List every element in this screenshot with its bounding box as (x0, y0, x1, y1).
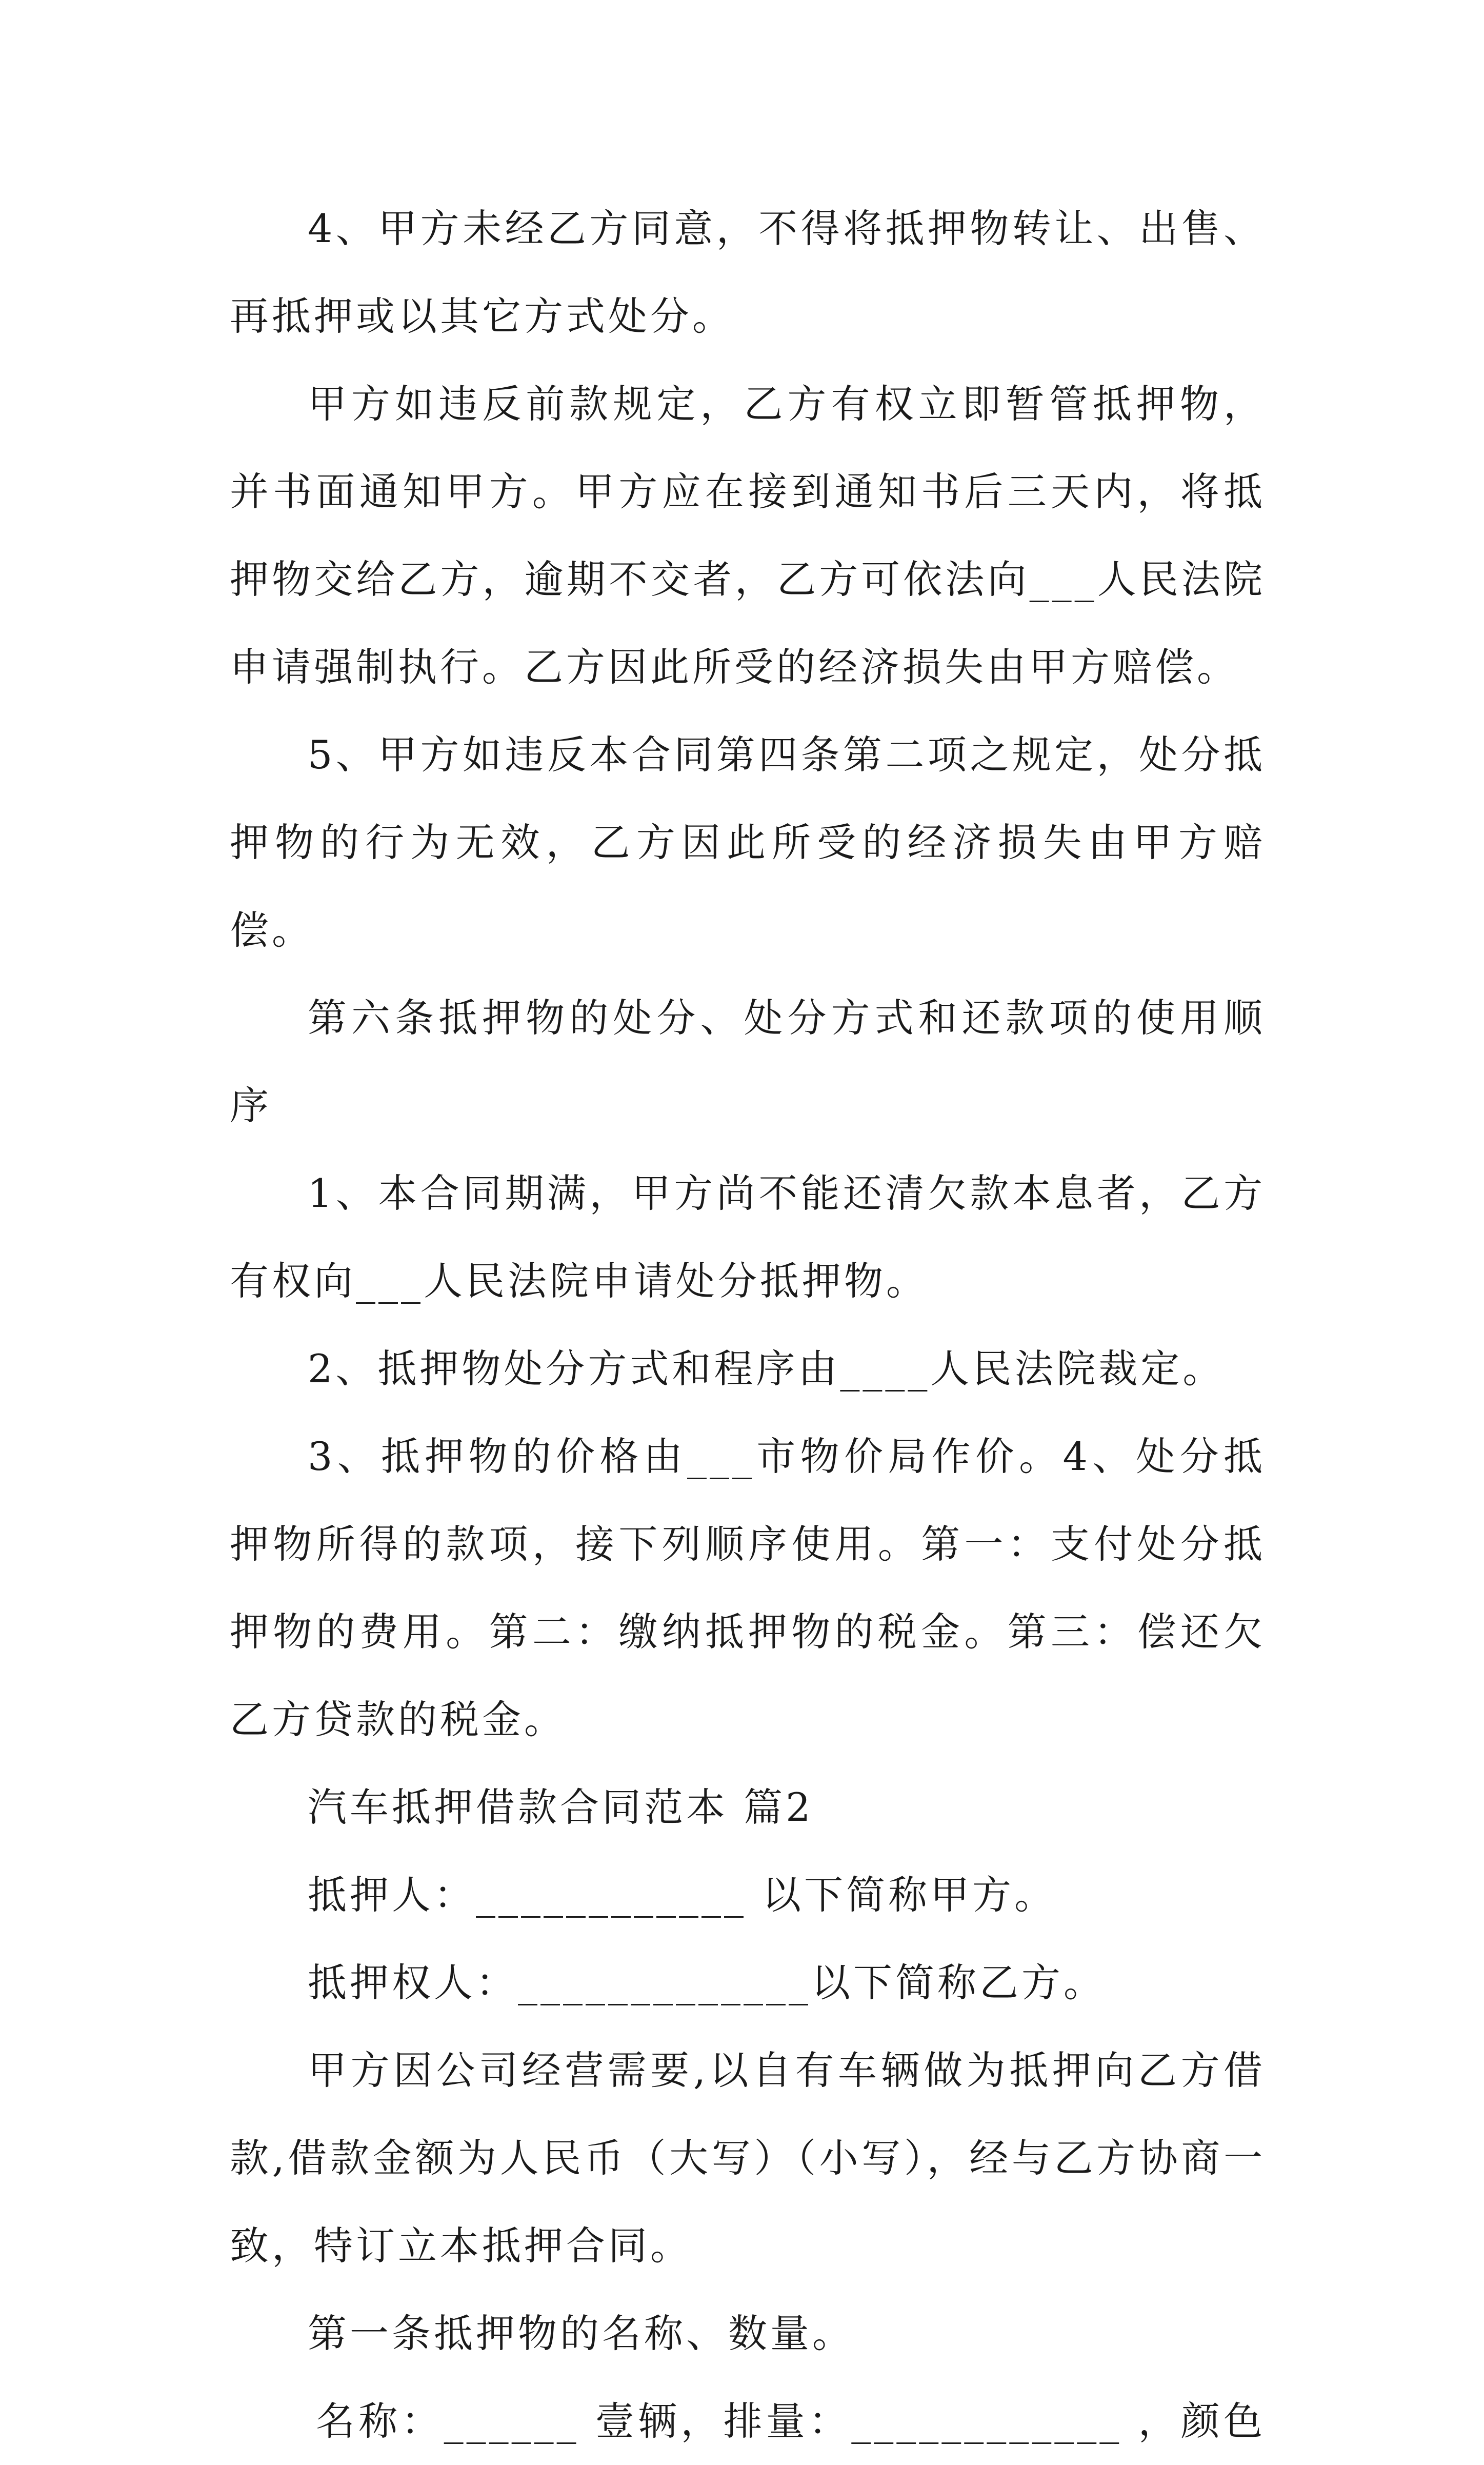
mortgagor-line: 抵押人：____________ 以下简称甲方。 (308, 1872, 1057, 1918)
document-body (230, 185, 1266, 2465)
violation-paragraph: 甲方如违反前款规定，乙方有权立即暂管抵押物，并书面通知甲方。甲方应在接到通知书后三天内，将抵押物交给乙方，逾期不交者，乙方可依法向___人民法院申请强制执行。乙方因此所受的经济损失由甲方赔偿。 (230, 381, 1266, 690)
clause-5-paragraph: 5、甲方如违反本合同第四条第二项之规定，处分抵押物的行为无效，乙方因此所受的经济损失由甲方赔偿。 (230, 732, 1266, 953)
clause-4-paragraph: 4、甲方未经乙方同意，不得将抵押物转让、出售、再抵押或以其它方式处分。 (230, 206, 1266, 339)
article-6-item-2: 2、抵押物处分方式和程序由____人民法院裁定。 (308, 1346, 1225, 1391)
article-6-item-3: 3、抵押物的价格由___市物价局作价。4、处分抵押物所得的款项，接下列顺序使用。第一：支付处分抵押物的费用。第二：缴纳抵押物的税金。第三：偿还欠乙方贷款的税金。 (230, 1434, 1266, 1742)
article-6-item-1: 1、本合同期满，甲方尚不能还清欠款本息者，乙方有权向___人民法院申请处分抵押物。 (230, 1170, 1266, 1304)
article-1-heading: 第一条抵押物的名称、数量。 (308, 2311, 854, 2356)
mortgagee-line: 抵押权人：_____________以下简称乙方。 (308, 1960, 1106, 2005)
article-6-heading: 第六条抵押物的处分、处分方式和还款项的使用顺序 (230, 995, 1266, 1128)
loan-purpose-paragraph: 甲方因公司经营需要,以自有车辆做为抵押向乙方借款,借款金额为人民币（大写）（小写），经与乙方协商一致，特订立本抵押合同。 (230, 2047, 1266, 2269)
contract-2-title: 汽车抵押借款合同范本 篇2 (308, 1784, 814, 1830)
vehicle-details-line: 名称：______ 壹辆，排量：____________ ，颜色 (316, 2398, 1266, 2444)
